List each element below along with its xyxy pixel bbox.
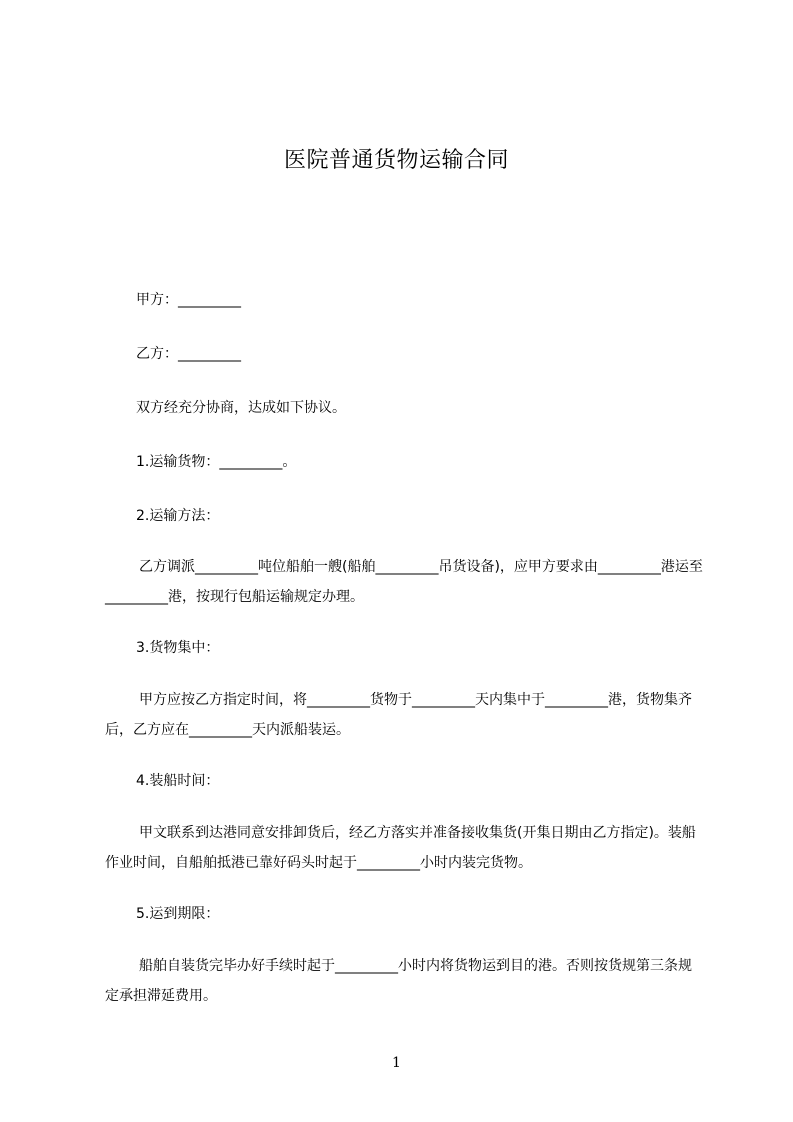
- section-5-heading: 5.运到期限：: [136, 906, 220, 922]
- section-2-body: 乙方调派_________吨位船舶一艘(船舶_________吊货设备)，应甲方要求由_________港运至_________港，按现行包船运输规定办理。: [105, 559, 703, 605]
- section-2-heading: 2.运输方法：: [136, 508, 220, 524]
- intro-line: 双方经充分协商，达成如下协议。: [136, 400, 346, 416]
- party-b-line: 乙方：_________: [136, 346, 241, 362]
- page-title: 医院普通货物运输合同: [283, 148, 509, 173]
- section-3-heading: 3.货物集中：: [136, 640, 220, 656]
- section-4-body: 甲文联系到达港同意安排卸货后，经乙方落实并准备接收集货(开集日期由乙方指定)。装船作业时间，自船舶抵港已靠好码头时起于_________小时内装完货物。: [105, 825, 696, 871]
- section-5-body: 船舶自装货完毕办好手续时起于_________小时内将货物运到目的港。否则按货规第三条规定承担滞延费用。: [105, 958, 692, 1004]
- section-4-heading: 4.装船时间：: [136, 773, 220, 789]
- section-1-heading: 1.运输货物：_________。: [136, 454, 297, 470]
- party-a-line: 甲方：_________: [136, 292, 241, 308]
- page-number: 1: [392, 1055, 401, 1071]
- section-3-body: 甲方应按乙方指定时间，将_________货物于_________天内集中于_________港，货物集齐后，乙方应在_________天内派船装运。: [105, 692, 692, 738]
